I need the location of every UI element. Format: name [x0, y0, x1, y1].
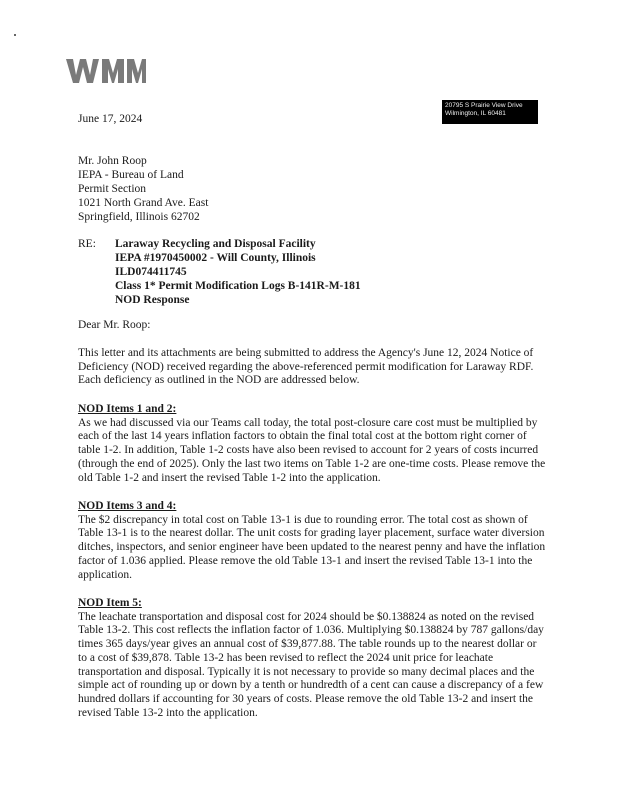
section-heading: NOD Item 5: — [78, 597, 142, 609]
address-line-2: Wilmington, IL 60481 — [445, 110, 506, 117]
re-line: Laraway Recycling and Disposal Facility — [115, 238, 316, 250]
intro-paragraph — [78, 347, 548, 388]
section-text: The $2 discrepancy in total cost on Table 13-1 is due to rounding error. The total cost as shown of Table 13-1 is to the nearest dollar. The unit costs for grading layer placement, surface water diversion ditches, inspectors, and senior engineer have been updated to the nearest penny and have the inflation factor of 1.036 applied. Please remove the old Table 13-1 and insert the revised Table 13-1 into the application. — [78, 513, 546, 581]
address-block — [442, 100, 538, 124]
recipient-line: 1021 North Grand Ave. East — [78, 197, 209, 209]
recipient-line: Permit Section — [78, 183, 147, 195]
address-line-1: 20795 S Prairie View Drive — [445, 102, 523, 109]
wm-logo — [66, 59, 146, 83]
intro-text: This letter and its attachments are being submitted to address the Agency's June 12, 2024 Notice of Deficiency (NOD) received regarding the above-referenced permit modification for Laraway RDF. Each deficiency as outlined in the NOD are addressed below. — [78, 347, 534, 387]
section-text: The leachate transportation and disposal cost for 2024 should be $0.138824 as noted on the revised Table 13-2. This cost reflects the inflation factor of 1.036. Multiplying $0.138824 by 787 gallons/day times 365 days/year gives an annual cost of $39,877.88. The table rounds up to the nearest dollar or to a cost of $39,878. Table 13-2 has been revised to reflect the 2024 unit price for leachate transportation and disposal. Typically it is not necessary to provide so many decimal places and the simple act of rounding up or down by a tenth or hundredth of a cent can cause a discrepancy of a few hundred dollars if accounting for 30 years of costs. Please remove the old Table 13-2 and insert the revised Table 13-2 into the application. — [78, 610, 544, 719]
recipient-line: Springfield, Illinois 62702 — [78, 211, 200, 223]
section-heading: NOD Items 3 and 4: — [78, 500, 177, 512]
re-subject — [115, 237, 361, 307]
nod-section-1-2 — [78, 403, 548, 485]
re-line: Class 1* Permit Modification Logs B-141R-M-181 — [115, 280, 361, 292]
nod-section-3-4 — [78, 500, 548, 582]
re-line: ILD074411745 — [115, 266, 187, 278]
re-line: IEPA #1970450002 - Will County, Illinois — [115, 252, 316, 264]
recipient-line: IEPA - Bureau of Land — [78, 169, 184, 181]
section-heading: NOD Items 1 and 2: — [78, 403, 177, 415]
re-label: RE: — [78, 238, 96, 250]
nod-section-5 — [78, 597, 548, 720]
section-text: As we had discussed via our Teams call today, the total post-closure care cost must be multiplied by each of the last 14 years inflation factors to obtain the final total cost at the bottom right corner of table 1-2. In addition, Table 1-2 costs have also been revised to account for 2 years of costs incurred (through the end of 2025). Only the last two items on Table 1-2 are one-time costs. Please remove the old Table 1-2 and insert the revised Table 1-2 into the application. — [78, 416, 546, 484]
salutation: Dear Mr. Roop: — [78, 319, 151, 331]
scan-speck — [14, 34, 16, 36]
letter-date: June 17, 2024 — [78, 113, 143, 125]
recipient-address — [78, 154, 208, 224]
re-line: NOD Response — [115, 294, 190, 306]
recipient-line: Mr. John Roop — [78, 155, 147, 167]
